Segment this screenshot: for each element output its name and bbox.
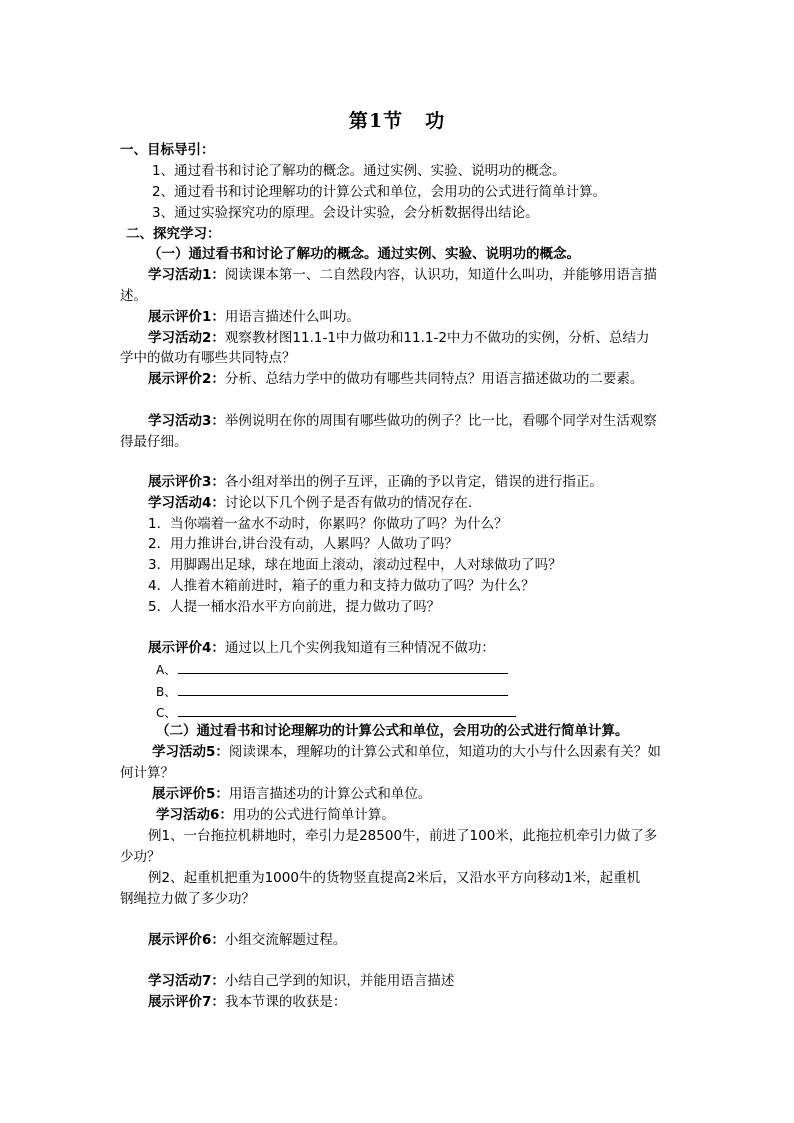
question-1: 1．当你端着一盆水不动时，你累吗？你做功了吗？为什么？ — [148, 516, 508, 532]
evaluation-7 — [148, 993, 346, 1011]
activity-2-cont: 学中的做功有哪些共同特点？ — [120, 350, 296, 366]
question-4: 4．人推着木箱前进时，箱子的重力和支持力做功了吗？为什么？ — [148, 578, 535, 594]
activity-2 — [148, 329, 649, 347]
evaluation-6 — [148, 931, 346, 949]
evaluation-2 — [148, 370, 643, 388]
example-2-cont: 钢绳拉力做了多少功？ — [120, 891, 255, 907]
goal-item-2: 2、通过看书和讨论理解功的计算公式和单位，会用功的公式进行简单计算。 — [152, 184, 607, 200]
activity-1-cont: 述。 — [120, 288, 147, 304]
evaluation-2-label: 展示评价2： — [148, 371, 225, 387]
goal-item-1: 1、通过看书和讨论了解功的概念。通过实例、实验、说明功的概念。 — [152, 163, 566, 179]
activity-7-label: 学习活动7： — [148, 973, 225, 989]
activity-5 — [152, 743, 661, 761]
question-5: 5．人提一桶水沿水平方向前进，提力做功了吗？ — [148, 599, 441, 615]
activity-6-text: 用功的公式进行简单计算。 — [232, 807, 395, 823]
activity-5-text: 阅读课本，理解功的计算公式和单位，知道功的大小与什么因素有关？如 — [228, 744, 661, 760]
activity-3-label: 学习活动3： — [148, 413, 225, 429]
page-title — [0, 106, 794, 133]
evaluation-1-label: 展示评价1： — [148, 309, 225, 325]
activity-3-cont: 得最仔细。 — [120, 434, 188, 450]
evaluation-2-text: 分析、总结力学中的做功有哪些共同特点？用语言描述做功的二要素。 — [224, 371, 644, 387]
blank-a — [156, 661, 508, 679]
evaluation-4 — [148, 639, 495, 657]
activity-5-label: 学习活动5： — [152, 744, 229, 760]
blank-a-label: A、 — [156, 663, 177, 677]
activity-1-label: 学习活动1： — [148, 267, 225, 283]
evaluation-4-text: 通过以上几个实例我知道有三种情况不做功： — [224, 640, 495, 656]
goal-item-3: 3、通过实验探究功的原理。会设计实验，会分析数据得出结论。 — [152, 205, 539, 221]
activity-5-cont: 何计算？ — [120, 765, 174, 781]
activity-4 — [148, 494, 472, 512]
example-1-cont: 少功？ — [120, 849, 161, 865]
example-2: 例2、起重机把重为1000牛的货物竖直提高2米后，又沿水平方向移动1米，起重机 — [148, 870, 641, 886]
subsection-1-heading: （一）通过看书和讨论了解功的概念。通过实例、实验、说明功的概念。 — [148, 246, 580, 262]
activity-2-text: 观察教材图11.1-1中力做功和11.1-2中力不做功的实例，分析、总结力 — [224, 330, 650, 346]
question-2: 2．用力推讲台,讲台没有动，人累吗？人做功了吗？ — [148, 536, 458, 552]
blank-c — [156, 704, 516, 722]
activity-7-text: 小结自己学到的知识，并能用语言描述 — [224, 973, 455, 989]
evaluation-6-label: 展示评价6： — [148, 932, 225, 948]
evaluation-1 — [148, 308, 360, 326]
evaluation-4-label: 展示评价4： — [148, 640, 225, 656]
section-1-heading: 一、目标导引： — [120, 142, 215, 158]
activity-1-text: 阅读课本第一、二自然段内容，认识功，知道什么叫功，并能够用语言描 — [224, 267, 657, 283]
evaluation-3 — [148, 473, 603, 491]
evaluation-3-label: 展示评价3： — [148, 474, 225, 490]
activity-6 — [156, 806, 395, 824]
activity-3 — [148, 412, 657, 430]
evaluation-5-text: 用语言描述功的计算公式和单位。 — [228, 786, 432, 802]
evaluation-7-text: 我本节课的收获是： — [224, 994, 347, 1010]
section-2-heading: 二、探究学习： — [126, 226, 221, 242]
activity-3-text: 举例说明在你的周围有哪些做功的例子？比一比，看哪个同学对生活观察 — [224, 413, 657, 429]
evaluation-6-text: 小组交流解题过程。 — [224, 932, 347, 948]
blank-a-line — [178, 661, 508, 674]
blank-c-line — [178, 704, 516, 717]
blank-b-label: B、 — [156, 685, 177, 699]
activity-4-text: 讨论以下几个例子是否有做功的情况存在. — [224, 495, 473, 511]
activity-6-label: 学习活动6： — [156, 807, 233, 823]
activity-7 — [148, 972, 454, 990]
example-1: 例1、一台拖拉机耕地时，牵引力是28500牛，前进了100米，此拖拉机牵引力做了多 — [148, 828, 658, 844]
subsection-2-heading: （二）通过看书和讨论理解功的计算公式和单位，会用功的公式进行简单计算。 — [156, 723, 629, 739]
evaluation-5 — [152, 785, 431, 803]
evaluation-1-text: 用语言描述什么叫功。 — [224, 309, 360, 325]
evaluation-3-text: 各小组对举出的例子互评，正确的予以肯定，错误的进行指正。 — [224, 474, 603, 490]
question-3: 3．用脚踢出足球，球在地面上滚动，滚动过程中，人对球做功了吗？ — [148, 557, 562, 573]
title-section: 第1节 — [348, 110, 404, 132]
activity-1 — [148, 266, 657, 284]
activity-4-label: 学习活动4： — [148, 495, 225, 511]
blank-b — [156, 683, 508, 701]
blank-b-line — [178, 683, 508, 696]
evaluation-7-label: 展示评价7： — [148, 994, 225, 1010]
blank-c-label: C、 — [156, 706, 177, 720]
evaluation-5-label: 展示评价5： — [152, 786, 229, 802]
title-topic: 功 — [425, 110, 446, 132]
activity-2-label: 学习活动2： — [148, 330, 225, 346]
